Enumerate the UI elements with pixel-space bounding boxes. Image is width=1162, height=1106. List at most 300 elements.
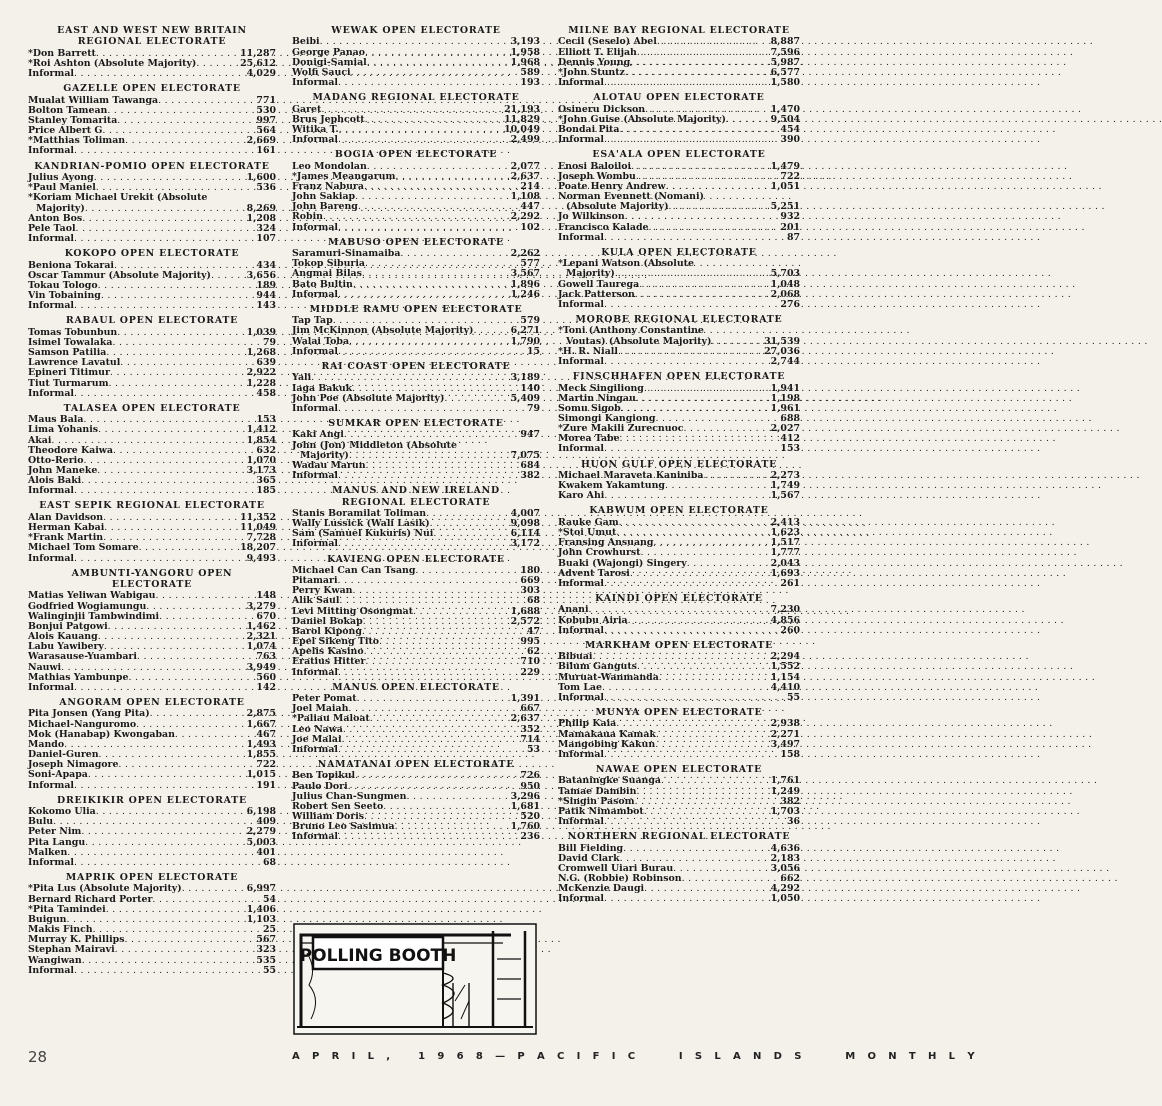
candidate-name-line: John (Jon) Middleton (Absolute xyxy=(292,439,457,451)
vote-count: 1,412 xyxy=(246,424,276,436)
vote-count: 2,077 xyxy=(510,160,540,172)
vote-count: 688 xyxy=(780,412,800,424)
vote-count: 632 xyxy=(256,444,276,456)
candidate-name: N.G. (Robbie) Robinson xyxy=(558,873,682,885)
candidate-name: Informal xyxy=(292,134,338,146)
electorate-title: NAWAE OPEN ELECTORATE xyxy=(595,764,763,776)
candidate-name: Lawrence Lavatul xyxy=(28,357,121,369)
results-column-2 xyxy=(292,26,540,848)
vote-count: 1,470 xyxy=(770,103,800,115)
vote-count: 153 xyxy=(780,443,800,455)
candidate-name: Yali xyxy=(292,372,312,384)
electorate-title: GAZELLE OPEN ELECTORATE xyxy=(63,83,241,95)
candidate-name: Theodore Kaiwa xyxy=(28,444,113,456)
vote-count: 2,262 xyxy=(510,248,540,260)
electorate-section xyxy=(558,594,800,636)
vote-count: 54 xyxy=(262,893,276,905)
electorate-title: EAST AND WEST NEW BRITAIN xyxy=(57,25,247,36)
vote-count: 1,941 xyxy=(770,382,800,394)
candidate-name: Informal xyxy=(292,221,338,233)
candidate-name: John Crowhurst xyxy=(558,547,641,559)
vote-count: 1,968 xyxy=(510,56,540,68)
vote-count: 2,271 xyxy=(770,728,800,740)
candidate-name: Informal xyxy=(292,345,338,357)
candidate-row xyxy=(558,548,800,558)
candidate-name: Sam (Samuel Kukuris) Nui xyxy=(292,528,434,540)
vote-count: 2,292 xyxy=(510,211,540,223)
vote-count: 27,036 xyxy=(764,345,800,357)
vote-count: 382 xyxy=(520,470,540,481)
candidate-name: John Maneke xyxy=(28,465,98,476)
candidate-name: Stanis Boramilat Toliman xyxy=(292,507,427,519)
candidate-row xyxy=(292,832,540,842)
candidate-name-line: *Toni (Anthony Constantine xyxy=(558,325,704,337)
vote-count: 87 xyxy=(786,231,800,243)
candidate-name: *Zure Makili Zurecnuoc xyxy=(558,423,684,435)
vote-count: 3,296 xyxy=(510,790,540,802)
candidate-name: Bill Fielding xyxy=(558,842,624,854)
candidate-row xyxy=(28,770,276,780)
electorate-section xyxy=(558,506,800,589)
vote-count: 667 xyxy=(520,703,540,715)
electorate-title: FINSCHHAFEN OPEN ELECTORATE xyxy=(572,371,786,383)
candidate-name: Tokop Siburia xyxy=(292,258,365,270)
candidate-name: Informal xyxy=(28,232,74,244)
vote-count: 409 xyxy=(256,816,276,828)
vote-count: 10,049 xyxy=(504,123,540,135)
vote-count: 4,292 xyxy=(770,883,800,895)
candidate-row xyxy=(558,300,800,310)
vote-count: 1,406 xyxy=(246,903,276,915)
candidate-row xyxy=(28,425,276,435)
sign-text: POLLING BOOTH xyxy=(299,946,457,966)
candidate-name: John Poe (Absolute Majority) xyxy=(292,392,445,404)
candidate-row xyxy=(28,543,276,553)
vote-count: 143 xyxy=(256,300,276,312)
vote-count: 1,050 xyxy=(770,893,800,905)
dot-leader xyxy=(74,234,254,244)
candidate-name: Matias Yeliwan Wabigau xyxy=(28,590,156,602)
electorate-section xyxy=(28,698,276,791)
vote-count: 1,667 xyxy=(246,718,276,730)
vote-count: 1,154 xyxy=(770,671,800,683)
candidate-name: Stephan Mairavi xyxy=(28,944,115,956)
electorate-title: HUON GULF OPEN ELECTORATE xyxy=(580,458,778,470)
vote-count: 4,007 xyxy=(510,507,540,519)
candidate-row xyxy=(558,78,800,88)
candidate-row xyxy=(292,668,540,678)
vote-count: 62 xyxy=(526,646,540,658)
vote-count: 31,539 xyxy=(764,335,800,347)
candidate-name: Peter Nim xyxy=(28,826,82,838)
vote-count: 25,612 xyxy=(240,57,276,69)
candidate-row xyxy=(558,605,800,615)
vote-count: 2,922 xyxy=(246,367,276,379)
vote-count: 1,567 xyxy=(770,490,800,502)
dot-leader xyxy=(74,69,245,79)
candidate-name: Fransing Ansuang xyxy=(558,537,654,549)
candidate-name: Jim McKinnon (Absolute Majority) xyxy=(292,325,474,337)
candidate-name: *John Stuntz xyxy=(558,66,625,78)
vote-count: 670 xyxy=(256,610,276,622)
candidate-name: Isimel Towalaka xyxy=(28,336,113,348)
candidate-name: Tomas Tobunbun xyxy=(28,326,118,338)
vote-count: 324 xyxy=(256,222,276,234)
candidate-name: Informal xyxy=(28,145,74,157)
candidate-name: Mualat William Tawanga xyxy=(28,94,159,106)
vote-count: 1,391 xyxy=(510,693,540,705)
page-footer xyxy=(0,1048,979,1072)
candidate-name-line: *Koriam Michael Urekit (Absolute xyxy=(28,192,208,204)
vote-count: 11,049 xyxy=(240,522,276,534)
electorate-title: DREIKIKIR OPEN ELECTORATE xyxy=(57,794,247,806)
candidate-name: Malken xyxy=(28,846,68,858)
vote-count: 185 xyxy=(256,485,276,497)
candidate-name: Joseph Wombu xyxy=(558,170,636,182)
vote-count: 3,193 xyxy=(510,36,540,48)
candidate-name: Michael-Nanguromo xyxy=(28,718,137,730)
candidate-name: Ben Topikul xyxy=(292,770,356,782)
candidate-name: Akai xyxy=(28,434,52,446)
candidate-name: Majority) xyxy=(566,268,615,280)
dot-leader xyxy=(344,430,519,440)
candidate-name: Iaga Bakuk xyxy=(292,382,353,394)
candidate-row xyxy=(28,234,276,244)
candidate-name: Vin Tobaining xyxy=(28,290,101,301)
vote-count: 2,027 xyxy=(770,423,800,435)
vote-count: 68 xyxy=(526,595,540,607)
electorate-section xyxy=(28,501,276,563)
dot-leader xyxy=(74,486,254,496)
dot-leader xyxy=(338,78,518,88)
electorate-section xyxy=(28,796,276,868)
vote-count: 5,251 xyxy=(770,201,800,213)
candidate-name: Somu Sigob xyxy=(558,402,621,414)
vote-count: 2,043 xyxy=(770,557,800,569)
electorate-section xyxy=(28,569,276,693)
electorate-title: ELECTORATE xyxy=(111,579,193,591)
electorate-section xyxy=(558,93,800,145)
candidate-row xyxy=(558,444,800,454)
candidate-name: Informal xyxy=(558,691,604,703)
candidate-row xyxy=(292,471,540,481)
dot-leader xyxy=(74,554,245,564)
candidate-name: Soni-Apapa xyxy=(28,769,88,781)
candidate-name: *Pita Tamindei xyxy=(28,903,106,915)
candidate-row xyxy=(558,894,800,904)
electorate-section xyxy=(28,84,276,156)
running-title: A P R I L , 1 9 6 8 — P A C I F I C I S L A N D S M O N T H L Y xyxy=(292,1051,979,1062)
candidate-name: Majority) xyxy=(300,449,349,461)
vote-count: 950 xyxy=(520,780,540,792)
dot-leader xyxy=(74,858,261,868)
candidate-name: Bilum Ganguts xyxy=(558,661,637,673)
dot-leader xyxy=(311,373,508,383)
electorate-section xyxy=(28,162,276,245)
candidate-name: Informal xyxy=(558,134,604,146)
vote-count: 1,462 xyxy=(246,620,276,632)
candidate-name: Buaki (Wajongi) Singery xyxy=(558,557,687,569)
vote-count: 726 xyxy=(520,770,540,782)
candidate-row xyxy=(558,233,800,243)
vote-count: 3,173 xyxy=(246,465,276,476)
vote-count: 1,228 xyxy=(246,377,276,389)
candidate-name: *Paliau Maloat xyxy=(292,713,370,725)
vote-count: 9,098 xyxy=(510,518,540,530)
vote-count: 6,114 xyxy=(510,528,540,540)
vote-count: 193 xyxy=(520,77,540,89)
candidate-name: Wangiwan xyxy=(28,954,82,966)
candidate-name: Informal xyxy=(28,681,74,693)
candidate-row xyxy=(28,69,276,79)
candidate-name: Informal xyxy=(28,387,74,399)
candidate-name: Voutas) (Absolute Majority) xyxy=(566,335,712,347)
electorate-section xyxy=(558,26,800,88)
vote-count: 3,656 xyxy=(246,269,276,281)
vote-count: 5,409 xyxy=(510,392,540,404)
vote-count: 5,987 xyxy=(770,56,800,68)
candidate-name: (Absolute Majority) xyxy=(566,201,669,213)
dot-leader xyxy=(338,471,518,481)
vote-count: 2,273 xyxy=(770,470,800,481)
vote-count: 1,103 xyxy=(246,913,276,925)
candidate-name: Lima Yohanis xyxy=(28,424,99,436)
electorate-section xyxy=(558,765,800,827)
candidate-name-line: *Lepani Watson (Absolute xyxy=(558,258,694,270)
candidate-name: Gowell Taurega xyxy=(558,278,640,290)
candidate-name: Jack Patterson xyxy=(558,288,635,300)
candidate-name: Poate Henry Andrew xyxy=(558,180,666,192)
candidate-name: Garet xyxy=(292,103,322,115)
vote-count: 467 xyxy=(256,728,276,740)
candidate-row xyxy=(28,966,276,976)
candidate-row xyxy=(292,135,540,145)
candidate-name: George Panao xyxy=(292,46,365,58)
electorate-section xyxy=(292,555,540,678)
candidate-name: *Don Barrett xyxy=(28,47,96,59)
vote-count: 454 xyxy=(780,123,800,135)
vote-count: 4,856 xyxy=(770,614,800,626)
candidate-name: Informal xyxy=(558,577,604,589)
vote-count: 722 xyxy=(780,170,800,182)
vote-count: 9,493 xyxy=(246,552,276,564)
candidate-name: Mathias Yambunpe xyxy=(28,671,129,683)
candidate-name: Angmai Bilas xyxy=(292,268,362,280)
candidate-name: Mok (Hanabap) Kwongaban xyxy=(28,728,175,740)
vote-count: 3,497 xyxy=(770,738,800,750)
vote-count: 1,749 xyxy=(770,480,800,492)
dot-leader xyxy=(338,745,525,755)
dot-leader xyxy=(74,301,254,311)
electorate-section xyxy=(558,460,800,502)
electorate-section xyxy=(28,26,276,79)
polling-booth-illustration xyxy=(293,923,537,1035)
candidate-row xyxy=(292,347,540,357)
candidate-name: Saramuri-Sinamaiba xyxy=(292,248,401,260)
candidate-name: Julius Ayong xyxy=(28,172,94,184)
candidate-name: Maus Bala xyxy=(28,414,84,426)
candidate-name: Informal xyxy=(558,231,604,243)
vote-count: 722 xyxy=(256,759,276,771)
candidate-name: Apelis Kasino xyxy=(292,646,364,658)
vote-count: 79 xyxy=(262,336,276,348)
candidate-name: Elliott T. Elijah xyxy=(558,46,637,58)
candidate-name: Informal xyxy=(292,831,338,843)
candidate-row xyxy=(28,301,276,311)
candidate-name: Wadau Marun xyxy=(292,459,366,471)
electorate-section xyxy=(558,641,800,703)
vote-count: 6,271 xyxy=(510,325,540,337)
vote-count: 9,504 xyxy=(770,113,800,125)
vote-count: 1,896 xyxy=(510,278,540,290)
vote-count: 530 xyxy=(256,104,276,116)
vote-count: 1,198 xyxy=(770,392,800,404)
electorate-section xyxy=(558,248,800,310)
dot-leader xyxy=(604,626,778,636)
candidate-name: Walai Toba xyxy=(292,335,350,347)
candidate-name: Bataningke Suanga xyxy=(558,775,661,787)
vote-count: 161 xyxy=(256,145,276,157)
dot-leader xyxy=(604,693,785,703)
candidate-row xyxy=(292,223,540,233)
candidate-name: Barol Kipong xyxy=(292,625,362,637)
candidate-name: Informal xyxy=(28,68,74,80)
candidate-name: Alois Kauang xyxy=(28,631,98,643)
candidate-name: Bolton Tamean xyxy=(28,104,108,116)
vote-count: 6,577 xyxy=(770,66,800,78)
candidate-name: Kwakem Yakamtung xyxy=(558,480,665,492)
vote-count: 53 xyxy=(526,743,540,755)
electorate-section xyxy=(292,760,540,843)
vote-count: 564 xyxy=(256,125,276,137)
candidate-name: Cecil (Seselo) Abel xyxy=(558,36,657,48)
electorate-section xyxy=(28,249,276,311)
vote-count: 191 xyxy=(256,779,276,791)
vote-count: 662 xyxy=(780,873,800,885)
vote-count: 261 xyxy=(780,577,800,589)
dot-leader xyxy=(74,781,254,791)
vote-count: 352 xyxy=(520,723,540,735)
vote-count: 3,189 xyxy=(510,372,540,384)
vote-count: 36 xyxy=(786,816,800,828)
candidate-name: *John Guise (Absolute Majority) xyxy=(558,113,726,125)
dot-leader xyxy=(338,404,525,414)
electorate-section xyxy=(28,404,276,497)
dot-leader xyxy=(604,233,785,243)
vote-count: 5,703 xyxy=(770,268,800,280)
dot-leader xyxy=(604,579,778,589)
electorate-section xyxy=(558,708,800,760)
dot-leader xyxy=(604,894,769,904)
vote-count: 932 xyxy=(780,211,800,223)
vote-count: 68 xyxy=(262,856,276,868)
candidate-row xyxy=(292,430,540,440)
electorate-title: SUMKAR OPEN ELECTORATE xyxy=(328,417,504,429)
candidate-name: Informal xyxy=(28,964,74,976)
vote-count: 1,268 xyxy=(246,347,276,359)
candidate-name: Paulo Dori xyxy=(292,780,348,792)
dot-leader xyxy=(115,945,255,955)
candidate-name: Pita Jonsen (Yang Pita) xyxy=(28,708,150,720)
candidate-name: Joel Maiah xyxy=(292,703,349,715)
electorate-title: MIDDLE RAMU OPEN ELECTORATE xyxy=(309,303,523,315)
candidate-name: Informal xyxy=(558,298,604,310)
dot-leader xyxy=(338,539,509,549)
candidate-name: Martin Ningau xyxy=(558,392,636,404)
vote-count: 1,958 xyxy=(510,46,540,58)
candidate-row xyxy=(292,78,540,88)
vote-count: 7,230 xyxy=(770,604,800,616)
candidate-name: Bonjui Patgowi xyxy=(28,620,108,632)
candidate-name: Walinginjii Tambwindimi xyxy=(28,610,160,622)
candidate-name: Kobubu Airia xyxy=(558,614,628,626)
candidate-name: Informal xyxy=(28,856,74,868)
candidate-name: Bondai Pita xyxy=(558,123,620,135)
candidate-name: Alan Davidson xyxy=(28,511,104,523)
candidate-name: Julius Chan-Sungmen xyxy=(292,790,407,802)
candidate-row xyxy=(28,554,276,564)
candidate-name: Tokau Tologo xyxy=(28,279,98,291)
vote-count: 365 xyxy=(256,475,276,487)
dot-leader xyxy=(74,389,254,399)
candidate-name: Informal xyxy=(292,470,338,481)
electorate-title: KOKOPO OPEN ELECTORATE xyxy=(64,248,240,260)
electorate-section xyxy=(292,238,540,300)
vote-count: 4,636 xyxy=(770,842,800,854)
vote-count: 589 xyxy=(520,66,540,78)
candidate-name: Franz Nabura xyxy=(292,180,364,192)
candidate-name: Mangobing Kakun xyxy=(558,738,656,750)
vote-count: 1,761 xyxy=(770,775,800,787)
vote-count: 434 xyxy=(256,259,276,271)
vote-count: 2,572 xyxy=(510,615,540,627)
vote-count: 140 xyxy=(520,382,540,394)
vote-count: 214 xyxy=(520,180,540,192)
candidate-name: Wally Lussick (Wali Lasik) xyxy=(292,518,430,530)
vote-count: 771 xyxy=(256,94,276,106)
vote-count: 4,410 xyxy=(770,681,800,693)
vote-count: 669 xyxy=(520,575,540,587)
candidate-name: Donigi-Samial xyxy=(292,56,367,68)
vote-count: 2,637 xyxy=(510,713,540,725)
candidate-name: David Clark xyxy=(558,852,620,864)
electorate-title: MARKHAM OPEN ELECTORATE xyxy=(584,639,774,651)
vote-count: 684 xyxy=(520,459,540,471)
candidate-name: Majority) xyxy=(36,202,85,214)
vote-count: 2,321 xyxy=(246,631,276,643)
electorate-title: RABAUL OPEN ELECTORATE xyxy=(65,315,239,327)
vote-count: 189 xyxy=(256,279,276,291)
vote-count: 7,596 xyxy=(770,46,800,58)
electorate-title: MADANG REGIONAL ELECTORATE xyxy=(312,92,520,104)
vote-count: 2,183 xyxy=(770,852,800,864)
candidate-name: *Roi Ashton (Absolute Majority) xyxy=(28,57,197,69)
vote-count: 15 xyxy=(526,345,540,357)
candidate-name-line: Norman Evennett (Nomani) xyxy=(558,191,704,203)
vote-count: 1,855 xyxy=(246,749,276,761)
candidate-name: Daniel-Guren xyxy=(28,749,99,761)
candidate-name: Informal xyxy=(292,743,338,755)
dot-leader xyxy=(338,832,518,842)
candidate-name: *Singin Pasom xyxy=(558,795,635,807)
candidate-name: *H. R. Niall xyxy=(558,345,618,357)
vote-count: 579 xyxy=(520,315,540,327)
vote-count: 11,829 xyxy=(504,113,540,125)
vote-count: 79 xyxy=(526,402,540,414)
candidate-name: Informal xyxy=(292,77,338,89)
dot-leader xyxy=(338,223,518,233)
candidate-name: Price Albert G xyxy=(28,125,103,137)
